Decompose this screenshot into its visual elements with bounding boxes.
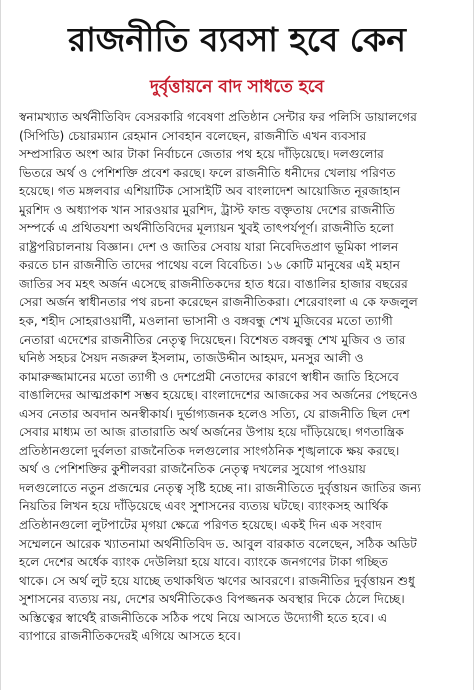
body-line: বাঙালিদের আত্মপ্রকাশ সম্ভব হয়েছে। বাংলাদেশের আজকের সব অর্জনের পেছনেও <box>19 388 418 403</box>
body-line: হক, শহীদ সোহরাওয়ার্দী, মওলানা ভাসানী ও বঙ্গবন্ধু শেখ মুজিবের মতো ত্যাগী <box>19 314 393 329</box>
body-line: কামারুজ্জামানের মতো ত্যাগী ও দেশপ্রেমী নেতাদের কারণে স্বাধীন জাতি হিসেবে <box>19 369 399 384</box>
body-line: রাষ্ট্রপরিচালনায় বিজ্ঞান। দেশ ও জাতির সেবায় যারা নিবেদিতপ্রাণ ভূমিকা পালন <box>19 239 399 254</box>
body-line: ঘনিষ্ঠ সহচর সৈয়দ নজরুল ইসলাম, তাজউদ্দীন আহমদ, মনসুর আলী ও <box>19 351 364 366</box>
body-line: থাকে। সে অর্থ লুট হয়ে যাচ্ছে তথাকথিত ঋণের আবরণে। রাজনীতির দুর্বৃত্তায়ন শুধু <box>19 573 415 588</box>
body-line: সম্প্রসারিত অংশ আর টাকা নির্বাচনে জেতার পথ হয়ে দাঁড়িয়েছে। দলগুলোর <box>19 147 384 162</box>
body-line: সেরা অর্জন স্বাধীনতার পথ রচনা করেছেন রাজনীতিকরা। শেরেবাংলা এ কে ফজলুল <box>19 295 418 310</box>
body-line: হলে দেশের অর্ধেক ব্যাংক দেউলিয়া হয়ে যাবে। ব্যাংকে জনগণের টাকা গচ্ছিত <box>19 555 388 570</box>
subheadline: দুর্বৃত্তায়নে বাদ সাধতে হবে <box>149 77 325 97</box>
body-line: সেবার মাধ্যম তা আজ রাতারাতি অর্থ অর্জনের উপায় হয়ে দাঁড়িয়েছে। গণতান্ত্রিক <box>19 425 404 440</box>
body-line: জাতির সব মহৎ অর্জন এসেছে রাজনীতিকদের হাত ধরে। বাঙালির হাজার বছরের <box>19 276 408 291</box>
body-line: সম্মেলনে আরেক খ্যাতনামা অর্থনীতিবিদ ড. আবুল বারকাত বলেছেন, সঠিক অডিট <box>19 536 417 551</box>
article-body <box>1 108 473 646</box>
body-line: (সিপিডি) চেয়ারম্যান রেহমান সোবহান বলেছেন, রাজনীতি এখন ব্যবসার <box>19 128 367 143</box>
body-line: এসব নেতার অবদান অনস্বীকার্য। দুর্ভাগ্যজনক হলেও সত্যি, যে রাজনীতি ছিল দেশ <box>19 406 410 421</box>
headline: রাজনীতি ব্যবসা হবে কেন <box>68 20 406 59</box>
body-line: স্বনামখ্যাত অর্থনীতিবিদ বেসরকারি গবেষণা প্রতিষ্ঠান সেন্টার ফর পলিসি ডায়ালগের <box>19 110 417 124</box>
body-line: সম্পর্কে এ প্রথিতযশা অর্থনীতিবিদের মূল্যায়ন খুবই তাৎপর্যপূর্ণ। রাজনীতি হলো <box>19 221 394 236</box>
body-line: নিয়তির লিখন হয়ে দাঁড়িয়েছে এবং সুশাসনের ব্যত্যয় ঘটছে। ব্যাংকসহ আর্থিক <box>19 499 389 514</box>
body-line: নেতারা এদেশের রাজনীতির নেতৃত্ব দিয়েছেন। বিশেষত বঙ্গবন্ধু শেখ মুজিব ও তার <box>19 332 406 347</box>
body-line: ভিতরে অর্থ ও পেশিশক্তি প্রবেশ করছে। ফলে রাজনীতি ধনীদের খেলায় পরিণত <box>19 165 396 180</box>
body-line: সুশাসনের ব্যত্যয় নয়, দেশের অর্থনীতিকেও বিপজ্জনক অবস্থার দিকে ঠেলে দিচ্ছে। <box>19 592 405 607</box>
body-line: দলগুলোতে নতুন প্রজন্মের নেতৃত্ব সৃষ্টি হচ্ছে না। রাজনীতিতে দুর্বৃত্তায়ন জাতির জন্য <box>19 480 421 495</box>
body-line: ব্যাপারে রাজনীতিকদেরই এগিয়ে আসতে হবে। <box>19 629 241 644</box>
body-line: প্রতিষ্ঠানগুলো লুটপাটের মৃগয়া ক্ষেত্রে পরিণত হয়েছে। একই দিন এক সংবাদ <box>19 518 382 533</box>
body-line: করতে চান রাজনীতি তাদের পাথেয় বলে বিবেচিত। ১৬ কোটি মানুষের এই মহান <box>19 258 400 273</box>
body-line: অর্থ ও পেশিশক্তির কুশীলবরা রাজনৈতিক নেতৃত্ব দখলের সুযোগ পাওয়ায় <box>19 462 366 477</box>
body-line: অস্তিত্বের স্বার্থেই রাজনীতিকে সঠিক পথে নিয়ে আসতে উদ্যোগী হতে হবে। এ <box>19 610 388 625</box>
body-line: প্রতিষ্ঠানগুলো দুর্বলতা রাজনৈতিক দলগুলোর সাংগঠনিক শৃঙ্খলাকে ক্ষয় করছে। <box>19 443 400 458</box>
body-line: হয়েছে। গত মঙ্গলবার এশিয়াটিক সোসাইটি অব বাংলাদেশ আয়োজিত নূরজাহান <box>19 184 401 199</box>
body-line: মুরশিদ ও অধ্যাপক খান সারওয়ার মুরশিদ, ট্রাস্ট ফান্ড বক্তৃতায় দেশের রাজনীতি <box>19 202 396 217</box>
